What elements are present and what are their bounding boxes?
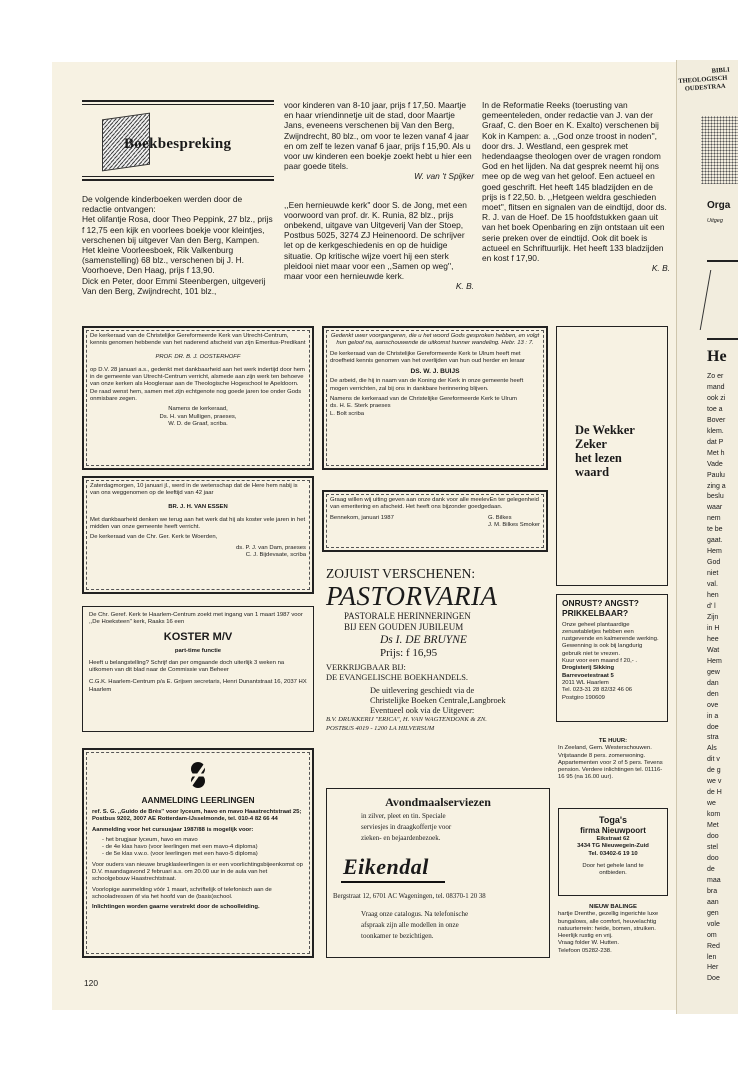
review-signature: K. B. xyxy=(651,263,670,274)
ad-avondmaal: Avondmaalserviezen in zilver, pleet en tin. Speciale serviesjes in draagkoffertje voor zieken- en bejaardenbezoek. Eikendal Bergstraat 12, 6701 AC Wageningen, tel. 08370-1 20 38 Vraag onze catalogus. Na telefonische afspraak zijn alle modellen in onze toonkamer te bezichtigen. xyxy=(326,788,550,958)
next-page-line: Met h xyxy=(707,449,725,457)
next-page-line: aan xyxy=(707,898,719,906)
review-item: Het kleine Voorleesboek, Rik Valkenburg (samenstelling) 68 blz., verschenen bij J. H. Voorhoeve, Den Haag, prijs f 13,90. xyxy=(82,245,244,276)
review-text: voor kinderen van 8-10 jaar, prijs f 17,50. Maartje en haar vriendinnetje uit de stad, door Maartje Jans, eveneens verschenen bij Van den Berg, Zwijndrecht, 80 blz., om voor te lezen vanaf 4 jaar en om zelf te lezen vanaf 6 jaar, prijs f 15,90. Als u voor uw kinderen een boekje zoekt hebt u hier een paar goede titels. xyxy=(284,100,472,172)
next-page-line: waar xyxy=(707,504,723,512)
ad-leerlingen: AANMELDING LEERLINGEN ref. S. G. ,,Guido de Brès'' voor lyceum, havo en mavo Haastrechtstraat 25; Postbus 9202, 3007 AE Rotterdam-IJsselmonde, tel. 010-4 82 66 44 Aanmelding voor het cursusjaar 1987/88 is mogelijk voor: - het brugjaar lyceum, havo en mavo - de 4e klas havo (voor leerlingen met een mavo-4 diploma) - de 5e klas v.w.o. (voor leerlingen met een havo-5 diploma) Voor ouders van nieuwe brugklasleerlingen is er een voorlichtingsbijeenkomst op D.V. maandagavond 2 februari a.s. om 20.00 uur in de aula van het schoolgebouw Haastrechtstraat. Voorlopige aanmelding vóór 1 maart, schriftelijk of telefonisch aan de schooladressen óf via het hoofd van de (basis)school. Inlichtingen worden gaarne verstrekt door de schoolleiding. xyxy=(82,748,314,958)
next-page-line: Paulu xyxy=(707,471,725,479)
next-page-line: hen xyxy=(707,592,719,600)
next-page-line: Zijn xyxy=(707,613,719,621)
next-page-line: Vade xyxy=(707,460,723,468)
next-page-line: doo xyxy=(707,833,719,841)
next-page-line: in H xyxy=(707,624,720,632)
next-page-line: hee xyxy=(707,635,719,643)
next-page-column xyxy=(707,372,738,985)
ad-vanessen: Zaterdagmorgen, 10 januari jl., werd in de wetenschap dat de Here hem nabij is van ons weggenomen op de leeftijd van 42 jaar BR. J. H. VAN ESSEN Met dankbaarheid denken we terug aan het werk dat hij als koster vele jaren in het midden van onze gemeente heeft verricht. De kerkeraad van de Chr. Ger. Kerk te Woerden, ds. P. J. van Dam, praeses C. J. Bijdevaate, scriba xyxy=(82,476,314,594)
review-text: ,,Een hernieuwde kerk'' door S. de Jong, met een voorwoord van prof. dr. K. Runia, 82 blz., prijs onbekend, uitgave van Uitgeverij Van der Stoep, Postbus 5025, 3274 ZJ Heinenoord. De schrijver let op de kerkgeschiedenis en op de huidige situatie. Op kritische wijze voert hij een sterk pleidooi niet maar voor een ,,Samen op weg'', maar voor een hernieuwde kerk. xyxy=(284,199,467,282)
next-page-line: toe a xyxy=(707,405,723,413)
next-page-line: val. xyxy=(707,581,718,589)
next-page-line: Met xyxy=(707,822,719,830)
next-page-line: de H xyxy=(707,789,722,797)
next-page-line: len xyxy=(707,953,717,961)
next-page-line: gaat. xyxy=(707,537,723,545)
ad-koster: De Chr. Geref. Kerk te Haarlem-Centrum zoekt met ingang van 1 maart 1987 voor ,,De Hoeksteen'' kerk, Raaks 16 een KOSTER M/V part-time functie Heeft u belangstelling? Schrijf dan per omgaande doch uiterlijk 3 weken na uitkomen van dit blad naar de Commissie van Beheer C.G.K. Haarlem-Centrum p/a E. Grijsen secretaris, Henri Dunantstraat 16, 2037 HX Haarlem xyxy=(82,606,314,732)
next-page-line: stel xyxy=(707,843,718,851)
next-page-line: de g xyxy=(707,767,721,775)
next-page-line: klem. xyxy=(707,427,724,435)
next-page-line: Hem xyxy=(707,548,722,556)
next-page-line: dat P xyxy=(707,438,724,446)
next-page-line: kom xyxy=(707,811,721,819)
next-page-line: de xyxy=(707,865,715,873)
next-page-line: maa xyxy=(707,876,721,884)
next-page-line: dit v xyxy=(707,756,720,764)
next-page-line: Als xyxy=(707,745,717,753)
next-page-line: Zo er xyxy=(707,373,724,380)
ad-buijs: Gedenkt uwer voorgangeren, die u het woord Gods gesproken hebben, en volgt hun geloof na, aanschouwende de uitkomst hunner wandeling. Hebr. 13 : 7. De kerkeraad van de Christelijke Gereformeerde Kerk te Ulrum heeft met droefheid kennis genomen van het overlijden van hun oud herder en leraar DS. W. J. BUIJS De arbeid, die hij in naam van de Koning der Kerk in onze gemeente heeft mogen verrichten, zal bij ons in dankbare herinnering blijven. Namens de kerkeraad van de Christelijke Gereformeerde Kerk te Ulrum ds. H. E. Sterk praeses L. Bolt scriba xyxy=(322,326,548,470)
next-page-line: we xyxy=(707,800,716,808)
next-page-line: gew xyxy=(707,668,720,676)
next-page-line: doe xyxy=(707,723,719,731)
page-number: 120 xyxy=(84,978,98,988)
next-page-line: om xyxy=(707,931,717,939)
next-page-line: gen xyxy=(707,909,719,917)
ad-smoker: Graag willen wij uiting geven aan onze dank voor alle meelevEn ter gelegenheid van emeritering en afscheid. Het heeft ons bijzonder goedgedaan. Bennekom, januari 1987 G. Bilkes J. M. Bilkes Smoker xyxy=(322,490,548,552)
school-logo-icon xyxy=(182,759,214,791)
ad-tehuur: TE HUUR: In Zeeland, Gem. Westerschouwen. Vrijstaande 8 pers. zomerwoning. Appartementen voor 2 of 5 pers. Tevens pension. Verdere inlichtingen tel. 01116-16 95 (na 16.00 uur). xyxy=(558,738,663,781)
review-item: Het olifantje Rosa, door Theo Peppink, 27 blz., prijs f 12,75 een kijk en voorlees boekje voor kleintjes, verschenen bij uitgever Van den Berg, Kampen. xyxy=(82,214,273,245)
next-page-line: niet xyxy=(707,570,719,578)
next-page-line: beslu xyxy=(707,493,724,501)
review-item: Dick en Peter, door Emmi Steenbergen, uitgeverij Van den Berg, Zwijndrecht, 101 blz., xyxy=(82,275,266,296)
next-page-line: te be xyxy=(707,526,723,534)
next-page-line: Bover xyxy=(707,416,726,424)
review-signature: K. B. xyxy=(455,281,474,292)
review-col2 xyxy=(284,100,474,291)
next-page-line: stra xyxy=(707,734,719,742)
next-page-line: nem xyxy=(707,515,721,523)
next-page-line: Hem xyxy=(707,657,722,665)
next-page-line: in a xyxy=(707,712,719,720)
next-page-line: den xyxy=(707,690,719,698)
review-header xyxy=(82,100,274,182)
review-intro: De volgende kinderboeken werden door de redactie ontvangen: xyxy=(82,194,243,215)
adjacent-page: BIBLI THEOLOGISCH OUDESTRAA Orga Uitgeg He Zo er mand ook zi toe a Bover klem. dat P Met h Vade Paulu zing a beslu waar nem te be gaat. Hem God niet val. hen d' l Zijn in H hee Wat Hem gew dan den ove in a doe stra Als dit v de g we v de H we kom Met doo stel doo de maa bra aan gen vole om Red len Her Doe xyxy=(676,60,738,1014)
ad-wekker: De Wekker Zeker het lezen waard xyxy=(556,326,668,586)
ad-bungalow: NIEUW BALINGE hartje Drenthe, gezellig ingerichte luxe bungalows, alle comfort, heuvelachtig natuurterrein: heide, bomen, struiken. Heerlijk rustig en vrij. Vraag folder W. Hutten. Telefoon 05282-238. xyxy=(558,904,659,954)
next-page-line: Wat xyxy=(707,646,720,654)
next-page-line: vole xyxy=(707,920,720,928)
next-page-line: Doe xyxy=(707,975,720,983)
next-page-line: doo xyxy=(707,854,719,862)
review-col3 xyxy=(482,100,670,273)
halftone-block xyxy=(701,116,738,184)
eikendal-logo: Eikendal xyxy=(343,854,429,879)
ad-onrust: ONRUST? ANGST? PRIKKELBAAR? Onze geheel plantaardige zenuwtabletjes hebben een rustgevende en kalmerende werking. Gewenning is ook bij langdurig gebruik niet te vrezen. Kuur voor een maand f 20,- . Drogisterij Sikking Barrevoetestraat 5 2011 WL Haarlem Tel. 023-31 28 82/32 46 06 Postgiro 190609 xyxy=(556,594,668,722)
next-page-line: d' l xyxy=(707,603,716,611)
ad-oosterhoff: De kerkeraad van de Christelijke Gereformeerde Kerk van Utrecht-Centrum, kennis genomen hebbende van het naderend afscheid van zijn Emeritus-Predikant PROF. DR. B. J. OOSTERHOFF op D.V. 28 januari a.s., gedenkt met dankbaarheid aan het werk indertijd door hem in de gemeente van Utrecht-Centrum verricht, alsmede aan zijn werk ten behoeve van onze kerken als Hoogleraar aan de Theologische Hogeschool te Apeldoorn. De raad wenst hem, samen met zijn echtgenote nog goede jaren toe onder Gods onmisbare zegen. Namens de kerkeraad, Ds. H. van Mulligen, praeses, W. D. de Graaf, scriba. xyxy=(82,326,314,470)
review-title: Boekbespreking xyxy=(124,136,232,152)
illustration-sketch xyxy=(700,270,738,330)
next-page-line: mand xyxy=(707,383,725,391)
review-signature: W. van 't Spijker xyxy=(414,171,474,182)
next-page-line: bra xyxy=(707,887,718,895)
ad-pastorvaria: ZOJUIST VERSCHENEN: PASTORVARIA PASTORALE HERINNERINGEN BIJ EEN GOUDEN JUBILEUM Ds I. DE BRUYNE Prijs: f 16,95 VERKRIJGBAAR BIJ: DE EVANGELISCHE BOEKHANDELS. De uitlevering geschiedt via de Christelijke Boeken Centrale,Langbroek Eventueel ook via de Uitgever: B.V. DRUKKERIJ "ERICA", H. VAN WAGTENDONK & ZN. POSTBUS 4019 - 1200 LA HILVERSUM xyxy=(326,566,506,732)
next-page-line: we v xyxy=(707,778,722,786)
ad-toga: Toga's firma Nieuwpoort Eikstraat 62 3434 TG Nieuwegein-Zuid Tel. 03402-6 19 10 Door het gehele land te ontbieden. xyxy=(558,808,668,896)
next-page-line: ove xyxy=(707,701,719,709)
review-text: In de Reformatie Reeks (toerusting van gemeenteleden, onder redactie van J. van der Graaf, C. den Boer en K. Exalto) verschenen bij Kok in Kampen: a. ,,God onze troost in noden'', door drs. J. Westland, een gesprek met hedendaagse theologen over de vragen rondom God en het lijden. Na dat gesprek neemt hij ons mee op de weg van het geloof. Een actueel en goed geschrift. Het heeft 145 bladzijden en de prijs is f 22,50. b. ,,Hetgeen weldra geschieden moet'', flitsen en signalen van de eindtijd, door ds. R. J. van de Hoef. De 15 hoofdstukken gaan uit van het boek Openbaring en zijn ontstaan uit een serie preken over de eindtijd. Ook dit boek is actueel en Schriftuurlijk. Het heeft 133 bladzijden en kost f 17,90. xyxy=(482,100,667,264)
library-stamp: BIBLI THEOLOGISCH OUDESTRAA xyxy=(678,66,730,93)
next-page-line: dan xyxy=(707,679,719,687)
next-page-line: Her xyxy=(707,964,719,972)
next-page-line: zing a xyxy=(707,482,726,490)
next-page-line: ook zi xyxy=(707,394,726,402)
next-page-line: Red xyxy=(707,942,720,950)
review-col1 xyxy=(82,194,274,296)
next-page-line: God xyxy=(707,559,721,567)
